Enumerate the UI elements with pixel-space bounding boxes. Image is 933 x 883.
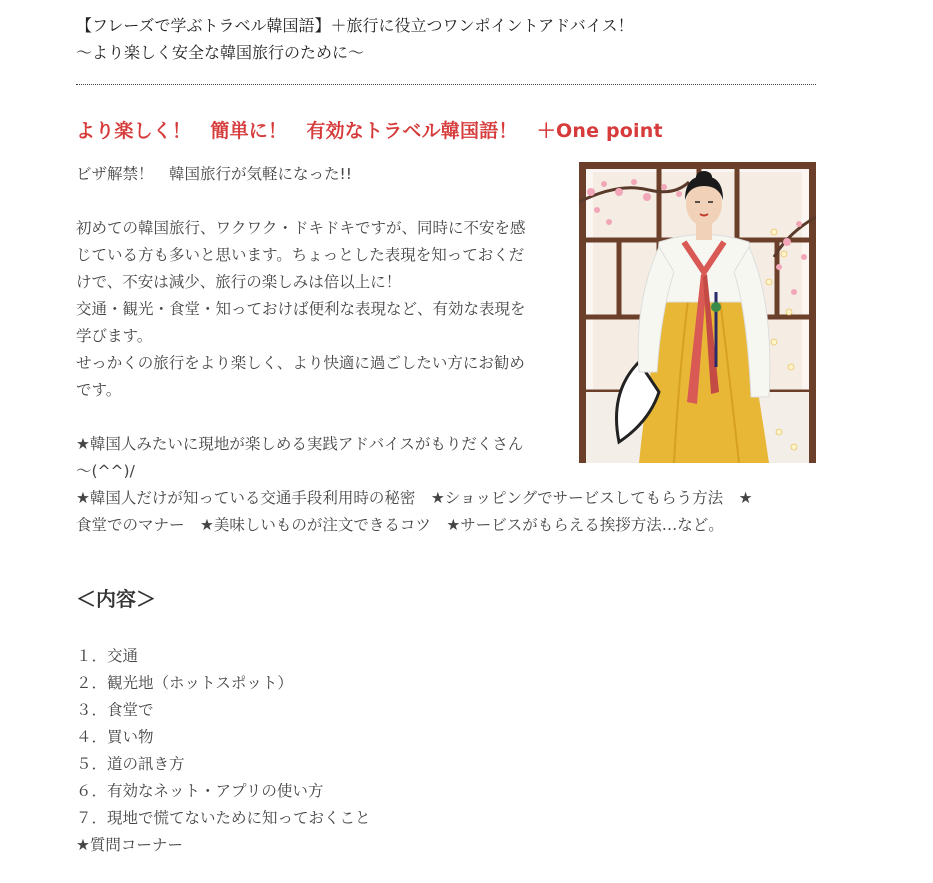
- intro-line: [76, 404, 753, 431]
- intro-line: けで、不安は減少、旅行の楽しみは倍以上に！: [76, 273, 402, 291]
- page-title: [76, 12, 634, 66]
- intro-line: ★韓国人だけが知っている交通手段利用時の秘密 ★ショッピングでサービスしてもらう方法 ★: [76, 489, 753, 507]
- title-line-1: 【フレーズで学ぶトラベル韓国語】＋旅行に役立つワンポイントアドバイス！: [76, 16, 634, 35]
- intro-line: 学びます。: [76, 327, 153, 345]
- intro-line: せっかくの旅行をより楽しく、より快適に過ごしたい方にお勧め: [76, 354, 525, 372]
- intro-line: 食堂でのマナー ★美味しいものが注文できるコツ ★サービスがもらえる挨拶方法…など。: [76, 516, 724, 534]
- intro-line: です。: [76, 381, 122, 399]
- list-item: ６．有効なネット・アプリの使い方: [76, 782, 324, 800]
- list-item: ４．買い物: [76, 728, 154, 746]
- intro-line: 交通・観光・食堂・知っておけば便利な表現など、有効な表現を: [76, 300, 526, 318]
- intro-line: じている方も多いと思います。ちょっとした表現を知っておくだ: [76, 246, 525, 264]
- intro-line: ビザ解禁！ 韓国旅行が気軽になった!!: [76, 165, 352, 183]
- intro-line: ★韓国人みたいに現地が楽しめる実践アドバイスがもりだくさん: [76, 435, 524, 453]
- contents-heading: ＜内容＞: [76, 587, 156, 611]
- list-item: ３．食堂で: [76, 701, 154, 719]
- list-item: １．交通: [76, 647, 139, 665]
- list-item: ７．現地で慌てないために知っておくこと: [76, 809, 371, 827]
- headline: より楽しく！ 簡単に！ 有効なトラベル韓国語！ ＋One point: [76, 120, 663, 142]
- intro-line: [76, 188, 753, 215]
- intro-line: 初めての韓国旅行、ワクワク・ドキドキですが、同時に不安を感: [76, 219, 526, 237]
- intro-text: [76, 161, 753, 539]
- list-item: ★質問コーナー: [76, 836, 183, 854]
- dotted-divider: [76, 84, 816, 85]
- contents-list: [76, 643, 371, 859]
- intro-line: ～(^^)/: [76, 462, 135, 480]
- list-item: ２．観光地（ホットスポット）: [76, 674, 293, 692]
- title-line-2: ～より楽しく安全な韓国旅行のために～: [76, 43, 365, 62]
- list-item: ５．道の訊き方: [76, 755, 185, 773]
